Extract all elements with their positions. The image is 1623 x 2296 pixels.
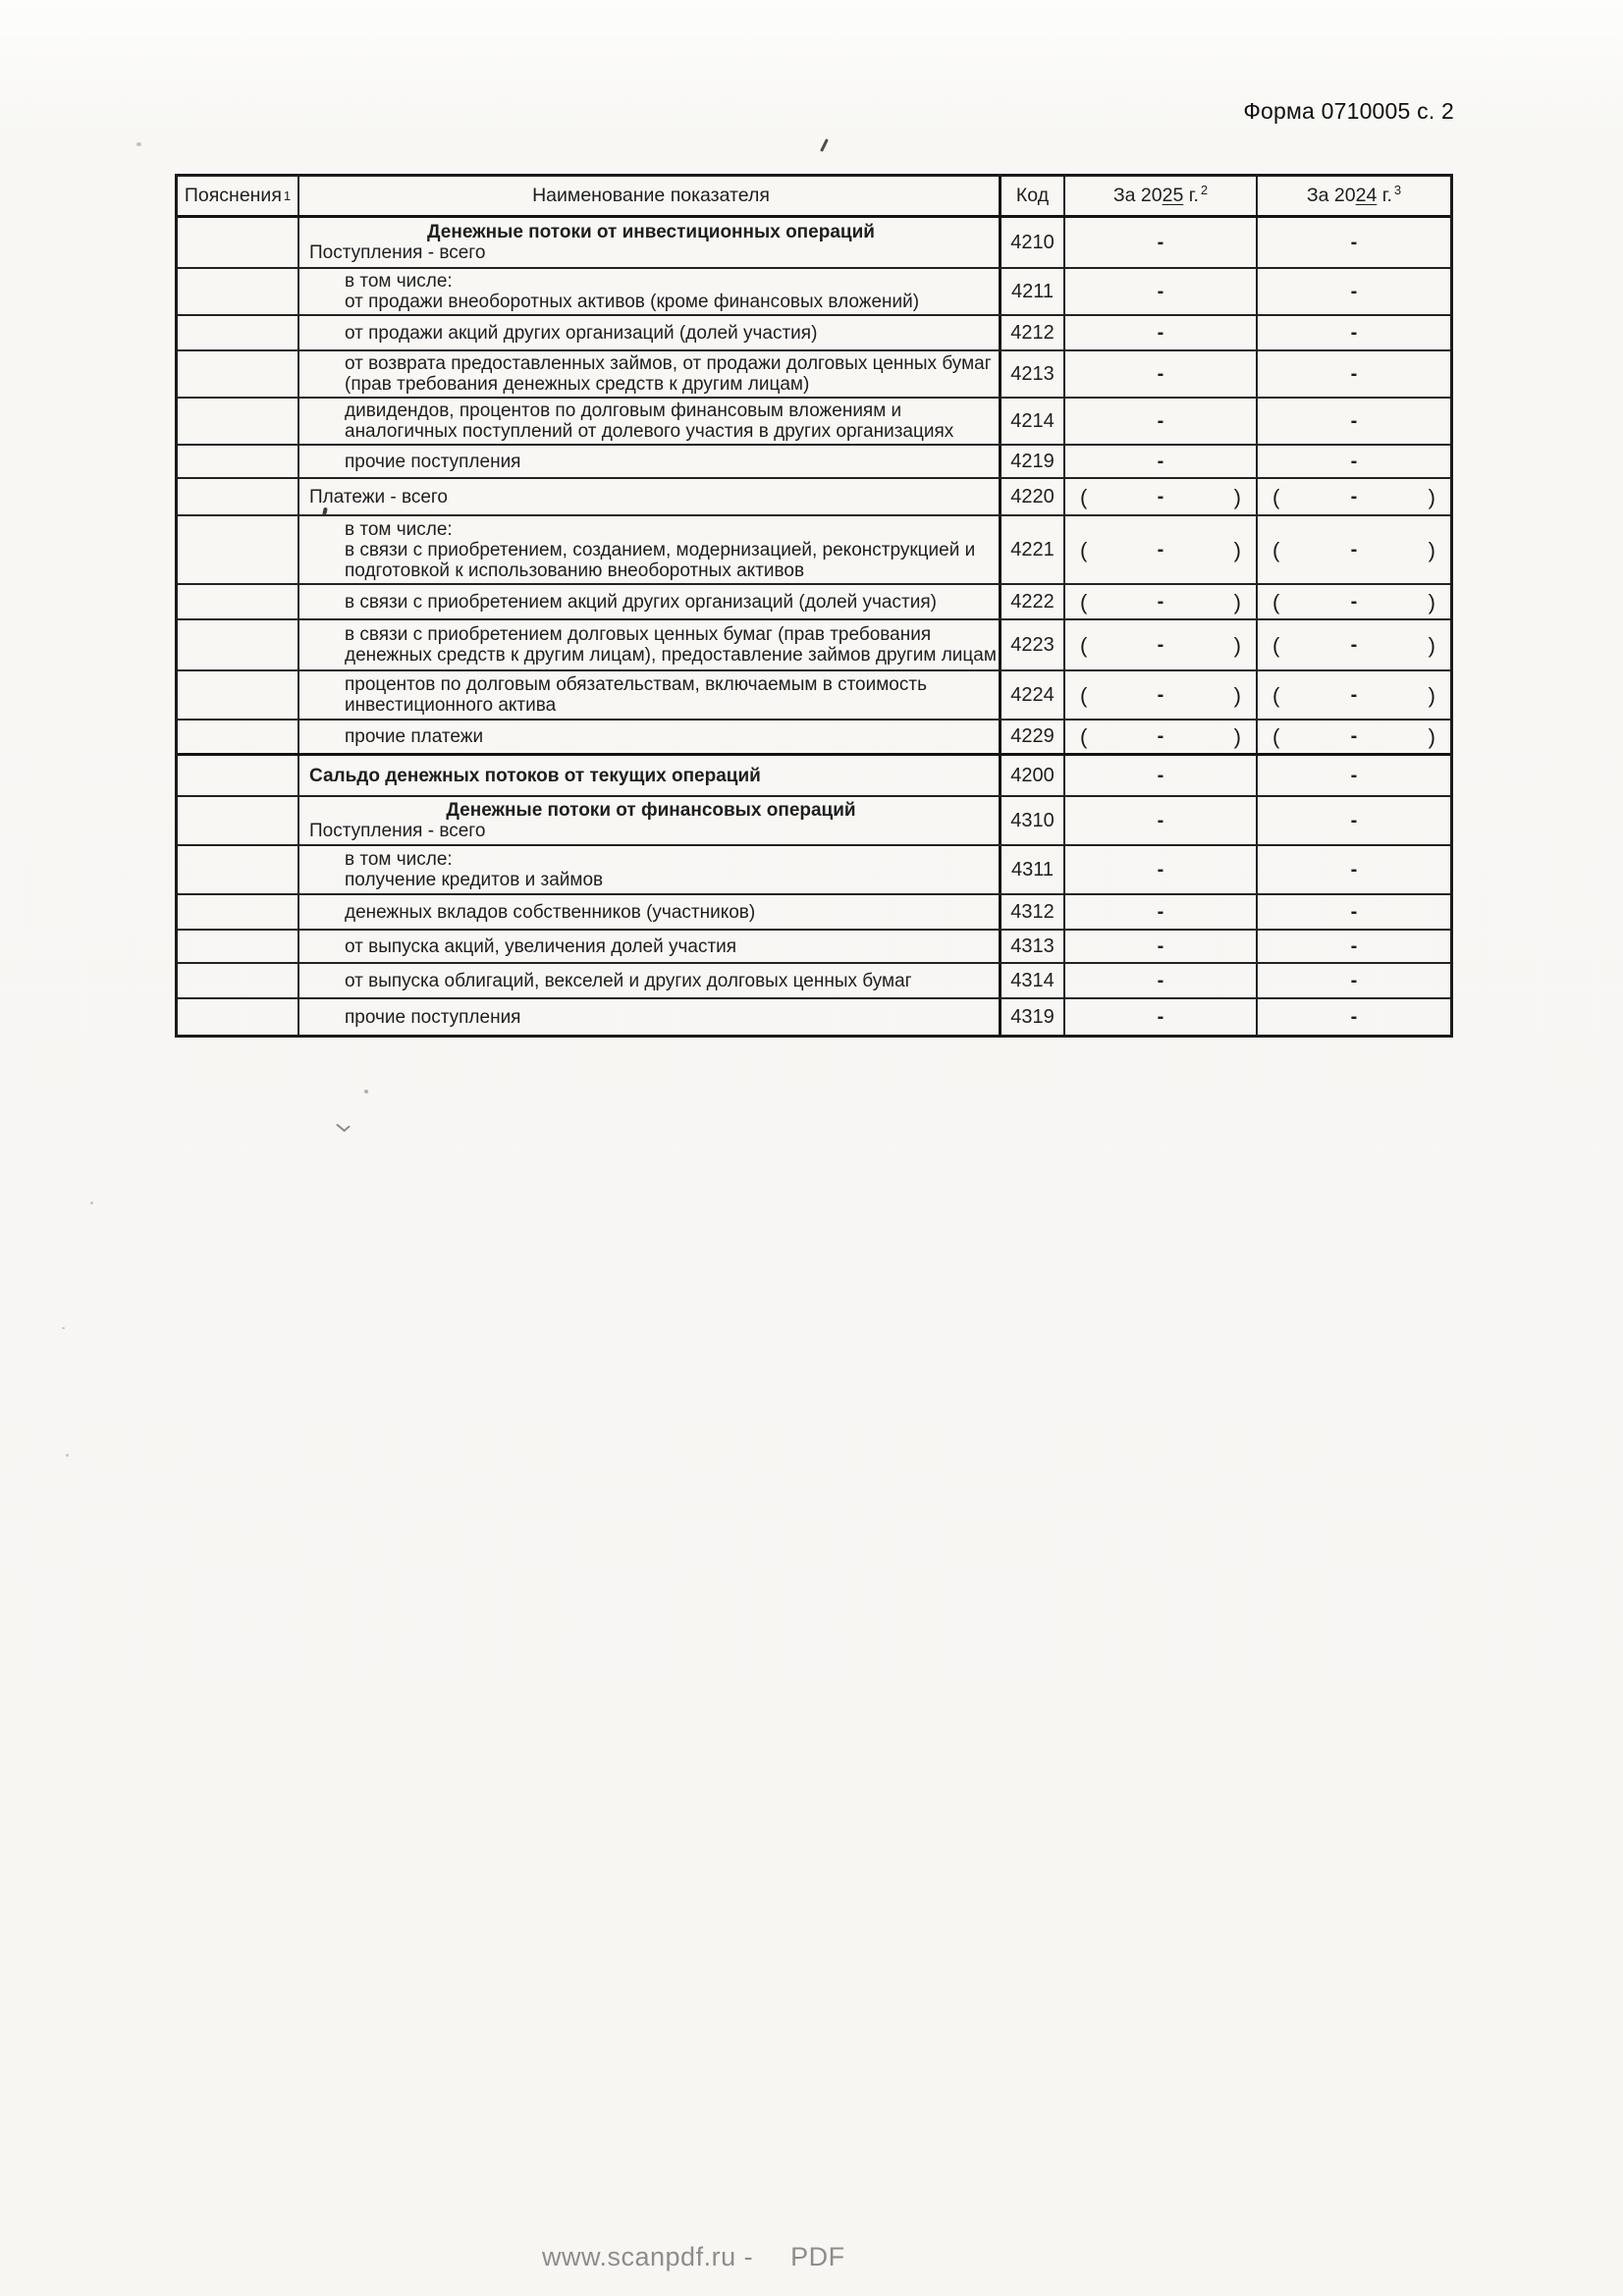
value-2025-cell: - bbox=[1065, 316, 1258, 349]
value-2024-cell: - bbox=[1350, 764, 1358, 786]
col-header-2025 bbox=[1065, 177, 1258, 215]
value-2024-cell: - bbox=[1350, 321, 1358, 344]
table-row bbox=[178, 218, 1450, 269]
code-cell: 4214 bbox=[999, 399, 1065, 444]
footnote-3-marker: 3 bbox=[1393, 182, 1402, 197]
value-2024-cell: - bbox=[1350, 809, 1358, 831]
table-row bbox=[178, 999, 1450, 1035]
explanation-cell bbox=[178, 756, 299, 795]
value-2024-cell: ( - ) bbox=[1272, 589, 1435, 614]
form-label: Форма 0710005 с. 2 bbox=[1243, 98, 1454, 124]
table-row bbox=[178, 585, 1450, 620]
code-cell: 4312 bbox=[999, 895, 1065, 929]
value-2024-cell: ( - ) bbox=[1272, 632, 1435, 658]
value-2025-cell: - bbox=[1065, 351, 1258, 397]
explanation-cell bbox=[178, 797, 299, 844]
code-cell: 4221 bbox=[999, 516, 1065, 583]
scan-artifact bbox=[820, 138, 829, 152]
explanations-label: Пояснения bbox=[184, 185, 282, 206]
value-2024-cell: - bbox=[1350, 1005, 1358, 1028]
table-row bbox=[178, 756, 1450, 797]
indicator-cell: процентов по долговым обязательствам, включаемым в стоимость инвестиционного актива bbox=[345, 674, 927, 716]
table-row bbox=[178, 721, 1450, 756]
explanation-cell bbox=[178, 585, 299, 618]
value-2024-cell: - bbox=[1350, 362, 1358, 385]
indicator-cell: Денежные потоки от финансовых операций Поступления - всего bbox=[299, 797, 1001, 844]
table-row bbox=[178, 895, 1450, 931]
table-row bbox=[178, 479, 1450, 516]
scan-artifact bbox=[62, 1327, 65, 1329]
value-2024-cell: ( - ) bbox=[1272, 682, 1435, 708]
value-2024-cell: - bbox=[1350, 934, 1358, 957]
footnote-2-marker: 2 bbox=[1200, 182, 1209, 197]
value-2025-cell: ( - ) bbox=[1065, 585, 1258, 618]
value-2024-cell: - bbox=[1350, 280, 1358, 302]
indicator-cell: от выпуска акций, увеличения долей участия bbox=[345, 935, 737, 957]
explanation-cell bbox=[178, 671, 299, 719]
value-2025-cell: - bbox=[1065, 797, 1258, 844]
code-cell: 4224 bbox=[999, 671, 1065, 719]
explanation-cell bbox=[178, 446, 299, 477]
table-row bbox=[178, 316, 1450, 351]
code-cell: 4200 bbox=[999, 756, 1065, 795]
code-cell: 4213 bbox=[999, 351, 1065, 397]
value-2025-cell: - bbox=[1065, 269, 1258, 314]
year-2025-label: За 2025 г. $^2$ bbox=[1112, 182, 1209, 206]
table-row bbox=[178, 931, 1450, 964]
value-2025-cell: ( - ) bbox=[1065, 479, 1258, 514]
col-header-2024 bbox=[1258, 177, 1450, 215]
indicator-cell: в том числе: в связи с приобретением, созданием, модернизацией, реконструкцией и подготовкой к использованию внеоборотных активов bbox=[345, 518, 976, 581]
code-cell: 4212 bbox=[999, 316, 1065, 349]
value-2025-cell: - bbox=[1065, 895, 1258, 929]
value-2025-cell: - bbox=[1065, 999, 1258, 1035]
code-cell: 4220 bbox=[999, 479, 1065, 514]
table-row bbox=[178, 446, 1450, 479]
watermark-url: www.scanpdf.ru - bbox=[542, 2242, 754, 2271]
code-cell: 4211 bbox=[999, 269, 1065, 314]
table-row bbox=[178, 620, 1450, 671]
value-2025-cell: ( - ) bbox=[1065, 721, 1258, 753]
section-title: Денежные потоки от инвестиционных операций bbox=[427, 222, 875, 242]
explanation-cell bbox=[178, 351, 299, 397]
explanation-cell bbox=[178, 516, 299, 583]
explanation-cell bbox=[178, 895, 299, 929]
code-cell: 4319 bbox=[999, 999, 1065, 1035]
code-cell: 4219 bbox=[999, 446, 1065, 477]
indicator-cell: от возврата предоставленных займов, от продажи долговых ценных бумаг (прав требования денежных средств к другим лицам) bbox=[345, 353, 992, 395]
indicator-cell: денежных вкладов собственников (участников) bbox=[345, 901, 756, 923]
value-2025-cell: - bbox=[1065, 446, 1258, 477]
value-2025-cell: - bbox=[1065, 964, 1258, 997]
col-header-explanations: Пояснения 1 bbox=[178, 177, 299, 215]
explanation-cell bbox=[178, 721, 299, 753]
indicator-cell: от продажи акций других организаций (долей участия) bbox=[345, 322, 818, 344]
explanation-cell bbox=[178, 269, 299, 314]
explanation-cell bbox=[178, 218, 299, 267]
value-2025-cell: - bbox=[1065, 931, 1258, 962]
indicator-cell: прочие поступления bbox=[345, 451, 521, 472]
code-cell: 4222 bbox=[999, 585, 1065, 618]
value-2025-cell: - bbox=[1065, 399, 1258, 444]
table-row bbox=[178, 846, 1450, 895]
code-cell: 4310 bbox=[999, 797, 1065, 844]
indicator-cell: Платежи - всего bbox=[309, 486, 448, 507]
value-2024-cell: - bbox=[1350, 231, 1358, 253]
cash-flow-table bbox=[175, 174, 1453, 1038]
table-row bbox=[178, 516, 1450, 585]
value-2024-cell: ( - ) bbox=[1272, 537, 1435, 562]
explanation-cell bbox=[178, 999, 299, 1035]
indicator-cell: дивидендов, процентов по долговым финансовым вложениям и аналогичных поступлений от долевого участия в других организациях bbox=[345, 400, 954, 442]
section-title: Денежные потоки от финансовых операций bbox=[446, 800, 856, 821]
explanation-cell bbox=[178, 931, 299, 962]
col-header-indicator bbox=[299, 177, 1001, 215]
scan-artifact bbox=[364, 1090, 368, 1094]
value-2024-cell: - bbox=[1350, 900, 1358, 923]
indicator-cell: прочие поступления bbox=[345, 1006, 521, 1028]
indicator-cell: прочие платежи bbox=[345, 726, 484, 747]
table-row bbox=[178, 351, 1450, 399]
indicator-label: Наименование показателя bbox=[532, 185, 770, 206]
indicator-cell: в связи с приобретением долговых ценных бумаг (прав требования денежных средств к другим лицам), предоставление займов другим лицам bbox=[345, 624, 997, 666]
value-2024-cell: - bbox=[1350, 858, 1358, 881]
table-row bbox=[178, 964, 1450, 999]
col-header-code: Код bbox=[999, 177, 1065, 215]
explanation-cell bbox=[178, 316, 299, 349]
table-row bbox=[178, 671, 1450, 721]
value-2024-cell: - bbox=[1350, 450, 1358, 472]
explanation-cell bbox=[178, 846, 299, 893]
indicator-cell: в том числе: от продажи внеоборотных активов (кроме финансовых вложений) bbox=[345, 271, 920, 312]
indicator-cell: Сальдо денежных потоков от текущих операций bbox=[309, 765, 761, 786]
year-2024-label: За 2024 г. $^3$ bbox=[1306, 182, 1402, 206]
value-2024-cell: - bbox=[1350, 409, 1358, 432]
value-2025-cell: - bbox=[1065, 218, 1258, 267]
code-cell: 4311 bbox=[999, 846, 1065, 893]
value-2025-cell: - bbox=[1065, 756, 1258, 795]
table-row bbox=[178, 797, 1450, 846]
code-cell: 4229 bbox=[999, 721, 1065, 753]
indicator-cell: в связи с приобретением акций других организаций (долей участия) bbox=[345, 591, 937, 613]
code-cell: 4313 bbox=[999, 931, 1065, 962]
table-row bbox=[178, 399, 1450, 446]
indicator-cell: от выпуска облигаций, векселей и других долговых ценных бумаг bbox=[345, 970, 912, 991]
value-2025-cell: ( - ) bbox=[1065, 516, 1258, 583]
explanation-cell bbox=[178, 964, 299, 997]
watermark-pdf-label: PDF bbox=[790, 2242, 845, 2271]
explanation-cell bbox=[178, 620, 299, 669]
explanation-cell bbox=[178, 479, 299, 514]
code-cell: 4223 bbox=[999, 620, 1065, 669]
value-2024-cell: ( - ) bbox=[1272, 724, 1435, 749]
scan-artifact bbox=[136, 142, 141, 146]
table-header-row bbox=[178, 177, 1450, 218]
table-row bbox=[178, 269, 1450, 316]
watermark bbox=[542, 2242, 845, 2272]
code-cell: 4314 bbox=[999, 964, 1065, 997]
scan-artifact bbox=[90, 1201, 93, 1204]
indicator-cell: в том числе: получение кредитов и займов bbox=[345, 849, 604, 890]
value-2025-cell: - bbox=[1065, 846, 1258, 893]
value-2025-cell: ( - ) bbox=[1065, 620, 1258, 669]
scan-artifact bbox=[336, 1120, 351, 1132]
value-2024-cell: ( - ) bbox=[1272, 484, 1435, 509]
code-cell: 4210 bbox=[999, 218, 1065, 267]
scan-artifact bbox=[66, 1454, 69, 1457]
value-2024-cell: - bbox=[1350, 969, 1358, 991]
value-2025-cell: ( - ) bbox=[1065, 671, 1258, 719]
explanation-cell bbox=[178, 399, 299, 444]
indicator-cell: Денежные потоки от инвестиционных операций Поступления - всего bbox=[299, 218, 1001, 267]
